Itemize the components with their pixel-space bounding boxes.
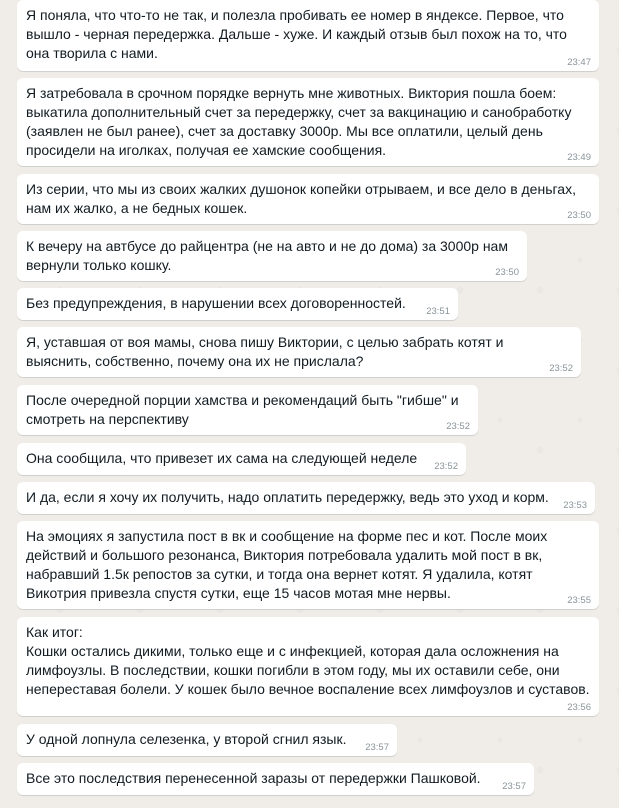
- message-time: 23:51: [426, 306, 450, 317]
- message-text: Из серии, что мы из своих жалких душонок копейки отрываем, и все дело в деньгах, нам их жалко, а не бедных кошек.: [26, 181, 580, 216]
- message-bubble[interactable]: [17, 443, 466, 475]
- message-text: Я, уставшая от воя мамы, снова пишу Виктории, с целью забрать котят и выяснить, собственно, почему она их не прислала?: [26, 334, 508, 369]
- message-time: 23:55: [567, 595, 591, 606]
- message-text: Как итог: Кошки остались дикими, только еще и с инфекцией, которая дала осложнения на лимфоузлы. В последствии, кошки погибли в этом году, мы их оставили себе, они непереставая болели. У кошек было вечное воспаление всех лимфоузлов и суставов.: [26, 624, 590, 697]
- message-bubble[interactable]: [17, 724, 397, 756]
- message-bubble[interactable]: [17, 385, 478, 435]
- message-bubble[interactable]: [17, 617, 599, 716]
- message-time: 23:57: [502, 781, 526, 792]
- message-text: Я затребовала в срочном порядке вернуть мне животных. Виктория пошла боем: выкатила дополнительный счет за передержку, счет за вакцинацию и санобработку (заявлен не был ранее), счет за доставку 3000р. Мы все оплатили, целый день просидели на иголках, получая ее хамские сообщения.: [26, 85, 576, 158]
- message-bubble[interactable]: [17, 0, 599, 71]
- message-time: 23:47: [567, 57, 591, 68]
- message-time: 23:52: [549, 363, 573, 374]
- message-bubble[interactable]: [17, 231, 527, 281]
- message-text: На эмоциях я запустила пост в вк и сообщение на форме пес и кот. После моих действий и большого резонанса, Виктория потребовала удалить мой пост в вк, набравший 1.5к репостов за сутки, и тогда она вернет котят. Я удалила, котят Викотрия привезла спустя сутки, еще 15 часов мотая мне нервы.: [26, 528, 552, 601]
- message-bubble[interactable]: [17, 78, 599, 166]
- message-bubble[interactable]: [17, 763, 534, 795]
- message-text: Я поняла, что что-то не так, и полезла пробивать ее номер в яндексе. Первое, что вышло - черная передержка. Дальше - хуже. И каждый отзыв был похож на то, что она творила с нами.: [26, 7, 571, 61]
- message-bubble[interactable]: [17, 174, 599, 224]
- message-time: 23:56: [567, 702, 591, 713]
- message-bubble[interactable]: [17, 327, 581, 377]
- message-bubble[interactable]: [17, 288, 458, 320]
- message-text: После очередной порции хамства и рекомендаций быть "гибше" и смотреть на перспективу: [26, 392, 463, 427]
- message-bubble[interactable]: [17, 482, 595, 514]
- message-text: Все это последствия перенесенной заразы от передержки Пашковой.: [26, 770, 481, 786]
- message-time: 23:52: [434, 461, 458, 472]
- message-time: 23:49: [567, 152, 591, 163]
- message-time: 23:53: [563, 500, 587, 511]
- message-text: У одной лопнула селезенка, у второй сгнил язык.: [26, 731, 347, 747]
- message-bubble[interactable]: [17, 521, 599, 609]
- message-text: Она сообщила, что привезет их сама на следующей неделе: [26, 450, 418, 466]
- message-text: К вечеру на автбусе до райцентра (не на авто и не до дома) за 3000р нам вернули только кошку.: [26, 238, 512, 273]
- message-time: 23:50: [567, 210, 591, 221]
- message-time: 23:50: [495, 267, 519, 278]
- message-text: Без предупреждения, в нарушении всех договоренностей.: [26, 295, 406, 311]
- message-text: И да, если я хочу их получить, надо оплатить передержку, ведь это уход и корм.: [26, 489, 549, 505]
- message-time: 23:52: [446, 421, 470, 432]
- message-time: 23:57: [365, 742, 389, 753]
